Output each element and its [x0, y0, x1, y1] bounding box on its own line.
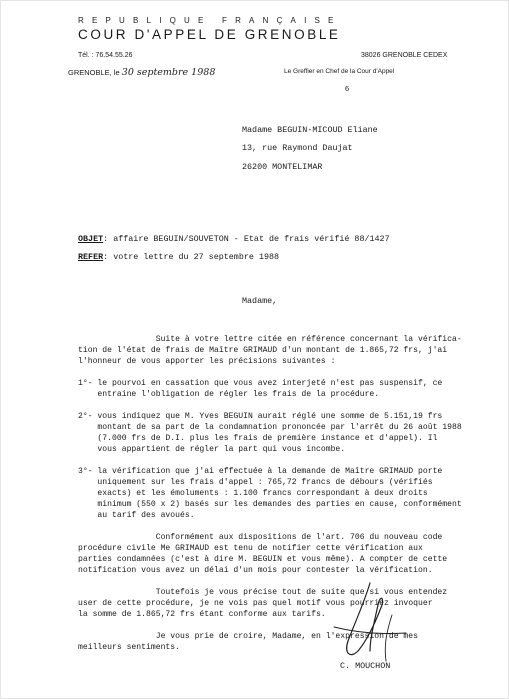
objet-line	[78, 234, 390, 244]
date-prefix: GRENOBLE, le	[68, 68, 120, 77]
body-line: Toutefois je vous précise tout de suite que si vous entendez	[78, 588, 448, 597]
body-line: Conformément aux dispositions de l'art. 706 du nouveau code	[78, 533, 443, 542]
body-line: parties condamnées (c'est à dire M. BEGUIN et vous même). A compter de cette	[78, 555, 448, 564]
objet-label: OBJET	[78, 234, 104, 244]
date-line	[68, 67, 215, 78]
signatory-name: C. MOUCHON	[340, 661, 391, 671]
body-line: Suite à votre lettre citée en référence concernant la vérifica-	[78, 335, 462, 344]
body-line: montant de sa part de la condamnation prononcée par l'arrêt du 26 août 1988	[78, 423, 462, 432]
letterhead-republique: REPUBLIQUE FRANÇAISE	[78, 16, 342, 25]
body-line: procédure civile Me GRIMAUD est tenu de notifier cette vérification aux	[78, 544, 423, 553]
body-line: tion de l'état de frais de Maître GRIMAUD d'un montant de 1.865,72 frs, j'ai	[78, 346, 448, 355]
body-line: user de cette procédure, je ne vois pas quel motif vous pourriez invoquer	[78, 599, 433, 608]
date-handwritten: 30 septembre 1988	[121, 67, 216, 78]
body-line: uniquement sur les frais d'appel : 765,72 francs de débours (vérifiés	[78, 478, 433, 487]
body-line: (7.000 frs de D.I. plus les frais de première instance et d'appel). Il	[78, 434, 438, 443]
greffier-title: Le Greffier en Chef de la Cour d'Appel	[284, 68, 395, 75]
body-line	[78, 400, 462, 411]
body-line: 3°- la vérification que j'ai effectuée à la demande de Maître GRIMAUD porte	[78, 467, 443, 476]
body-line: notification vous avez un délai d'un mois pour contester la vérification.	[78, 566, 433, 575]
body-line: exacts) et les émoluments : 1.100 francs correspondant à deux droits	[78, 489, 428, 498]
objet-text: : affaire BEGUIN/SOUVETON - Etat de frais vérifié 88/1427	[103, 234, 390, 244]
refer-line	[78, 252, 279, 262]
reference-number: 6	[345, 84, 350, 93]
body-line: vous appartient de régler la part qui vous incombe.	[78, 445, 346, 454]
telephone: Tél. : 76.54.55.26	[78, 52, 133, 59]
body-line: 2°- vous indiquez que M. Yves BEGUIN aurait réglé une somme de 5.151,19 frs	[78, 412, 443, 421]
postal-address: 38026 GRENOBLE CEDEX	[361, 52, 448, 59]
body-line: entraine l'obligation de régler les frais de la procédure.	[78, 390, 380, 399]
body-line: 1°- le pourvoi en cassation que vous avez interjeté n'est pas suspensif, ce	[78, 379, 443, 388]
body-line: meilleurs sentiments.	[78, 643, 180, 652]
body-line: l'honneur de vous apporter les précisions suivantes :	[78, 357, 336, 366]
handwritten-signature	[320, 575, 430, 665]
recipient-street: 13, rue Raymond Daujat	[242, 143, 353, 153]
body-line	[78, 367, 462, 378]
refer-label: REFER	[78, 252, 104, 262]
recipient-name: Madame BEGUIN-MICOUD Eliane	[242, 125, 378, 135]
letterhead-cour: COUR D'APPEL DE GRENOBLE	[78, 27, 341, 42]
body-line: Je vous prie de croire, Madame, en l'expression de mes	[78, 632, 418, 641]
recipient-city: 26200 MONTELIMAR	[242, 162, 323, 172]
body-line: minimum (550 x 2) basés sur les demandes des parties en cause, conformément	[78, 500, 462, 509]
refer-text: : votre lettre du 27 septembre 1988	[103, 252, 280, 262]
body-line	[78, 455, 462, 466]
body-line: au tarif des avoués.	[78, 511, 195, 520]
salutation: Madame,	[242, 296, 278, 306]
body-line: la somme de 1.865,72 frs étant conforme aux tarifs.	[78, 610, 326, 619]
body-line	[78, 521, 462, 532]
